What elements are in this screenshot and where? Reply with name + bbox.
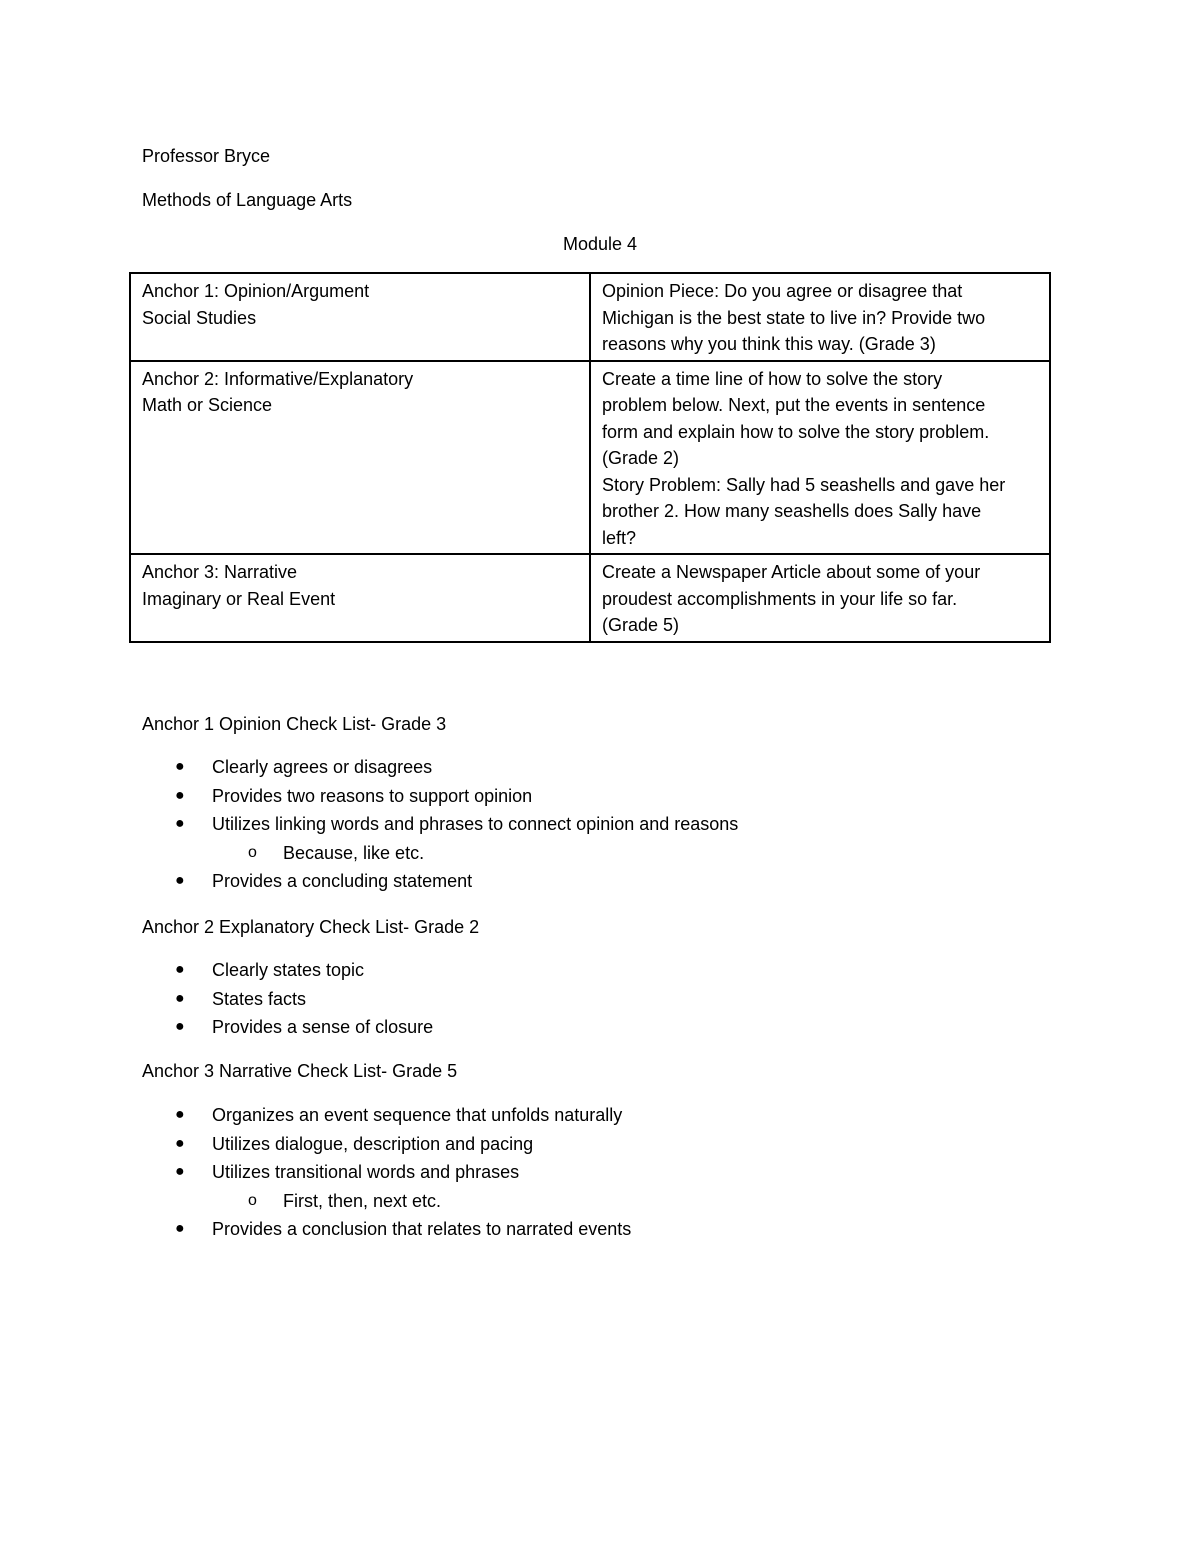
bullet-icon: ● (175, 758, 185, 775)
bullet-icon: ● (175, 1220, 185, 1237)
cell-line: proudest accomplishments in your life so far. (602, 588, 958, 609)
cell-line: Anchor 3: Narrative (142, 562, 298, 582)
checklist-1-heading: Anchor 1 Opinion Check List- Grade 3 (142, 714, 447, 734)
checklist-2-heading: Anchor 2 Explanatory Check List- Grade 2 (142, 917, 480, 937)
cell-line: Imaginary or Real Event (142, 588, 336, 609)
cell-line: Create a Newspaper Article about some of your (602, 562, 981, 582)
anchor-1-cell (130, 273, 590, 361)
list-item-text: Clearly agrees or disagrees (212, 757, 433, 777)
table-row (130, 554, 1050, 642)
cell-line: left? (602, 527, 637, 548)
list-item-text: Utilizes dialogue, description and pacing (212, 1133, 534, 1154)
cell-line: problem below. Next, put the events in sentence (602, 395, 986, 415)
bullet-icon: ● (175, 815, 185, 832)
professor-name: Professor Bryce (142, 146, 271, 166)
cell-line: Math or Science (142, 395, 273, 415)
cell-line: Story Problem: Sally had 5 seashells and gave her (602, 474, 1006, 495)
cell-line: Opinion Piece: Do you agree or disagree that (602, 281, 963, 301)
bullet-icon: ● (175, 1163, 185, 1180)
list-item-text: Utilizes transitional words and phrases (212, 1162, 520, 1182)
list-item-text: Utilizes linking words and phrases to connect opinion and reasons (212, 814, 739, 834)
bullet-icon: ● (175, 872, 185, 889)
cell-line: Anchor 2: Informative/Explanatory (142, 368, 414, 389)
sub-bullet-icon: o (248, 1191, 257, 1209)
list-item-text: Clearly states topic (212, 960, 365, 980)
cell-line: brother 2. How many seashells does Sally have (602, 501, 982, 521)
anchor-2-cell (130, 361, 590, 555)
list-item-text: Organizes an event sequence that unfolds naturally (212, 1105, 623, 1125)
anchor-3-prompt-cell (590, 554, 1050, 642)
anchors-table (129, 272, 1051, 643)
cell-line: Michigan is the best state to live in? Provide two (602, 307, 986, 328)
course-title: Methods of Language Arts (142, 190, 353, 210)
cell-line: reasons why you think this way. (Grade 3) (602, 334, 936, 354)
sub-bullet-icon: o (248, 843, 257, 861)
anchor-2-prompt-cell (590, 361, 1050, 555)
bullet-icon: ● (175, 961, 185, 978)
checklist-3-heading: Anchor 3 Narrative Check List- Grade 5 (142, 1061, 458, 1081)
bullet-icon: ● (175, 1018, 185, 1035)
cell-line: Create a time line of how to solve the story (602, 368, 943, 389)
sub-item-text: Because, like etc. (283, 842, 425, 863)
list-item-text: Provides a conclusion that relates to narrated events (212, 1219, 632, 1239)
cell-line: Anchor 1: Opinion/Argument (142, 281, 370, 301)
sub-item-text: First, then, next etc. (283, 1190, 442, 1211)
cell-line: Social Studies (142, 307, 257, 328)
bullet-icon: ● (175, 989, 185, 1007)
anchor-3-cell (130, 554, 590, 642)
cell-line: form and explain how to solve the story problem. (602, 421, 990, 442)
cell-line: (Grade 2) (602, 448, 680, 468)
module-title: Module 4 (562, 234, 638, 254)
bullet-icon: ● (175, 1134, 185, 1152)
anchor-1-prompt-cell (590, 273, 1050, 361)
table-row (130, 361, 1050, 555)
list-item-text: Provides two reasons to support opinion (212, 785, 533, 806)
bullet-icon: ● (175, 786, 185, 804)
list-item-text: Provides a sense of closure (212, 1017, 434, 1037)
bullet-icon: ● (175, 1106, 185, 1123)
table-row (130, 273, 1050, 361)
cell-line: (Grade 5) (602, 615, 680, 635)
list-item-text: States facts (212, 988, 307, 1009)
list-item-text: Provides a concluding statement (212, 871, 473, 891)
